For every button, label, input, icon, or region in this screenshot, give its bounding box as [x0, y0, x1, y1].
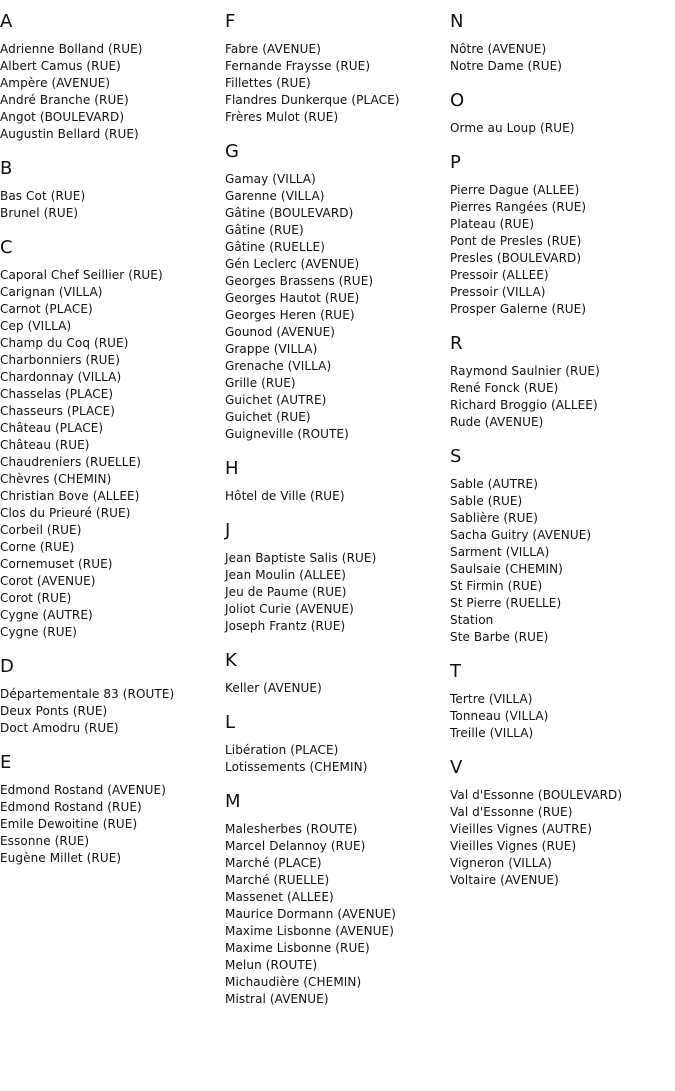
street-entry: Prosper Galerne (RUE)	[450, 302, 587, 316]
street-entry: Maurice Dormann (AVENUE)	[225, 907, 397, 921]
street-entry: Mistral (AVENUE)	[225, 992, 329, 1006]
street-entry: Emile Dewoitine (RUE)	[0, 817, 138, 831]
letter-section	[450, 90, 672, 152]
street-entry: St Firmin (RUE)	[450, 579, 543, 593]
letter-section	[0, 11, 222, 158]
street-entry: Tertre (VILLA)	[450, 692, 533, 706]
street-entry: Marché (RUELLE)	[225, 873, 330, 887]
street-entry: Vigneron (VILLA)	[450, 856, 552, 870]
street-list	[450, 363, 672, 431]
street-entry: Jeu de Paume (RUE)	[225, 585, 347, 599]
street-entry: Eugène Millet (RUE)	[0, 851, 122, 865]
street-entry: Val d'Essonne (RUE)	[450, 805, 573, 819]
street-entry: Gâtine (RUE)	[225, 223, 304, 237]
street-list	[225, 742, 447, 776]
street-entry: Pierre Dague (ALLEE)	[450, 183, 580, 197]
section-spacer	[225, 776, 447, 791]
section-spacer	[0, 222, 222, 237]
street-entry: Grappe (VILLA)	[225, 342, 318, 356]
letter-heading: D	[0, 656, 14, 677]
section-spacer	[0, 143, 222, 158]
letter-section	[225, 791, 447, 1008]
letter-heading: B	[0, 158, 13, 179]
street-list	[450, 476, 672, 646]
street-entry: Sable (AUTRE)	[450, 477, 539, 491]
street-entry: Grenache (VILLA)	[225, 359, 332, 373]
street-entry: Fernande Fraysse (RUE)	[225, 59, 371, 73]
street-entry: Station	[450, 613, 494, 627]
letter-section	[450, 661, 672, 757]
street-entry: Ste Barbe (RUE)	[450, 630, 549, 644]
street-list	[225, 680, 447, 697]
letter-heading: E	[0, 752, 12, 773]
street-entry: Val d'Essonne (BOULEVARD)	[450, 788, 623, 802]
street-entry: Richard Broggio (ALLEE)	[450, 398, 598, 412]
street-list	[450, 182, 672, 318]
street-entry: Gâtine (BOULEVARD)	[225, 206, 354, 220]
street-entry: Lotissements (CHEMIN)	[225, 760, 368, 774]
street-entry: Champ du Coq (RUE)	[0, 336, 129, 350]
section-spacer	[225, 443, 447, 458]
street-entry: Gâtine (RUELLE)	[225, 240, 326, 254]
street-entry: Chèvres (CHEMIN)	[0, 472, 112, 486]
street-entry: Augustin Bellard (RUE)	[0, 127, 139, 141]
street-entry: Départementale 83 (ROUTE)	[0, 687, 175, 701]
street-entry: Chardonnay (VILLA)	[0, 370, 122, 384]
street-list	[450, 41, 672, 75]
section-spacer	[0, 641, 222, 656]
section-spacer	[225, 635, 447, 650]
street-entry: Christian Bove (ALLEE)	[0, 489, 140, 503]
letter-section	[0, 158, 222, 237]
street-entry: Malesherbes (ROUTE)	[225, 822, 358, 836]
street-entry: Georges Heren (RUE)	[225, 308, 355, 322]
street-entry: Gén Leclerc (AVENUE)	[225, 257, 360, 271]
street-entry: Treille (VILLA)	[450, 726, 534, 740]
letter-heading: V	[450, 757, 463, 778]
street-list	[0, 686, 222, 737]
street-entry: Angot (BOULEVARD)	[0, 110, 125, 124]
section-spacer	[450, 742, 672, 757]
street-entry: Tonneau (VILLA)	[450, 709, 549, 723]
street-entry: Presles (BOULEVARD)	[450, 251, 582, 265]
street-entry: Cep (VILLA)	[0, 319, 72, 333]
street-entry: Sablière (RUE)	[450, 511, 538, 525]
street-entry: Doct Amodru (RUE)	[0, 721, 119, 735]
street-entry: Fillettes (RUE)	[225, 76, 311, 90]
letter-section	[225, 141, 447, 458]
letter-heading: N	[450, 11, 464, 32]
street-entry: Georges Brassens (RUE)	[225, 274, 374, 288]
street-entry: Melun (ROUTE)	[225, 958, 318, 972]
street-entry: Rude (AVENUE)	[450, 415, 544, 429]
letter-heading: K	[225, 650, 237, 671]
section-spacer	[450, 318, 672, 333]
street-entry: Hôtel de Ville (RUE)	[225, 489, 345, 503]
street-entry: Château (RUE)	[0, 438, 90, 452]
street-entry: Flandres Dunkerque (PLACE)	[225, 93, 400, 107]
section-spacer	[225, 505, 447, 520]
street-entry: Raymond Saulnier (RUE)	[450, 364, 600, 378]
street-entry: René Fonck (RUE)	[450, 381, 559, 395]
street-entry: Caporal Chef Seillier (RUE)	[0, 268, 163, 282]
letter-section	[450, 757, 672, 889]
street-entry: André Branche (RUE)	[0, 93, 129, 107]
section-spacer	[225, 126, 447, 141]
street-entry: Carignan (VILLA)	[0, 285, 103, 299]
street-entry: Deux Ponts (RUE)	[0, 704, 108, 718]
letter-heading: P	[450, 152, 461, 173]
street-entry: Pressoir (VILLA)	[450, 285, 546, 299]
letter-section	[225, 458, 447, 520]
letter-section	[450, 152, 672, 333]
street-entry: Edmond Rostand (RUE)	[0, 800, 142, 814]
street-list	[450, 120, 672, 137]
street-entry: Vieilles Vignes (RUE)	[450, 839, 577, 853]
street-list	[450, 787, 672, 889]
letter-section	[225, 712, 447, 791]
letter-section	[225, 650, 447, 712]
street-entry: Chasseurs (PLACE)	[0, 404, 116, 418]
street-entry: Michaudière (CHEMIN)	[225, 975, 362, 989]
street-entry: Frères Mulot (RUE)	[225, 110, 339, 124]
index-column-3	[450, 11, 672, 889]
street-list	[225, 488, 447, 505]
section-spacer	[450, 75, 672, 90]
street-entry: Orme au Loup (RUE)	[450, 121, 575, 135]
street-list	[225, 821, 447, 1008]
street-entry: Massenet (ALLEE)	[225, 890, 334, 904]
street-list	[225, 41, 447, 126]
street-list	[450, 691, 672, 742]
street-entry: Bas Cot (RUE)	[0, 189, 86, 203]
street-entry: Jean Baptiste Salis (RUE)	[225, 551, 377, 565]
street-entry: Corbeil (RUE)	[0, 523, 82, 537]
street-entry: Sable (RUE)	[450, 494, 523, 508]
street-entry: Plateau (RUE)	[450, 217, 535, 231]
letter-heading: A	[0, 11, 13, 32]
street-entry: Cygne (AUTRE)	[0, 608, 93, 622]
street-list	[0, 267, 222, 641]
street-list	[0, 782, 222, 867]
street-entry: Brunel (RUE)	[0, 206, 79, 220]
section-spacer	[450, 137, 672, 152]
letter-heading: G	[225, 141, 239, 162]
street-entry: Grille (RUE)	[225, 376, 296, 390]
street-entry: Joseph Frantz (RUE)	[225, 619, 346, 633]
street-entry: Pressoir (ALLEE)	[450, 268, 549, 282]
street-entry: Corot (RUE)	[0, 591, 72, 605]
street-entry: St Pierre (RUELLE)	[450, 596, 562, 610]
street-entry: Essonne (RUE)	[0, 834, 90, 848]
street-entry: Pont de Presles (RUE)	[450, 234, 582, 248]
letter-section	[0, 656, 222, 752]
street-entry: Marché (PLACE)	[225, 856, 322, 870]
street-entry: Albert Camus (RUE)	[0, 59, 121, 73]
index-column-2	[225, 11, 447, 1008]
letter-heading: H	[225, 458, 239, 479]
street-entry: Sacha Guitry (AVENUE)	[450, 528, 592, 542]
street-entry: Georges Hautot (RUE)	[225, 291, 360, 305]
letter-section	[225, 11, 447, 141]
street-entry: Edmond Rostand (AVENUE)	[0, 783, 166, 797]
street-entry: Corot (AVENUE)	[0, 574, 96, 588]
letter-heading: J	[225, 520, 231, 541]
letter-heading: S	[450, 446, 462, 467]
street-entry: Vieilles Vignes (AUTRE)	[450, 822, 592, 836]
section-spacer	[0, 737, 222, 752]
street-entry: Adrienne Bolland (RUE)	[0, 42, 143, 56]
letter-heading: O	[450, 90, 465, 111]
letter-heading: R	[450, 333, 463, 354]
letter-section	[225, 520, 447, 650]
street-entry: Gounod (AVENUE)	[225, 325, 336, 339]
street-entry: Nôtre (AVENUE)	[450, 42, 547, 56]
letter-section	[0, 752, 222, 867]
street-entry: Sarment (VILLA)	[450, 545, 550, 559]
street-entry: Cornemuset (RUE)	[0, 557, 113, 571]
letter-heading: F	[225, 11, 236, 32]
street-entry: Keller (AVENUE)	[225, 681, 322, 695]
street-entry: Joliot Curie (AVENUE)	[225, 602, 354, 616]
street-entry: Ampère (AVENUE)	[0, 76, 111, 90]
street-entry: Libération (PLACE)	[225, 743, 339, 757]
street-entry: Garenne (VILLA)	[225, 189, 325, 203]
letter-section	[450, 333, 672, 446]
section-spacer	[450, 646, 672, 661]
letter-heading: C	[0, 237, 13, 258]
street-entry: Guigneville (ROUTE)	[225, 427, 349, 441]
letter-section	[0, 237, 222, 656]
street-list	[225, 171, 447, 443]
letter-heading: L	[225, 712, 236, 733]
street-entry: Maxime Lisbonne (RUE)	[225, 941, 370, 955]
street-entry: Maxime Lisbonne (AVENUE)	[225, 924, 395, 938]
street-entry: Chasselas (PLACE)	[0, 387, 114, 401]
section-spacer	[225, 697, 447, 712]
section-spacer	[450, 431, 672, 446]
street-list	[0, 41, 222, 143]
street-entry: Marcel Delannoy (RUE)	[225, 839, 366, 853]
street-entry: Corne (RUE)	[0, 540, 75, 554]
letter-section	[450, 11, 672, 90]
letter-heading: M	[225, 791, 241, 812]
street-entry: Guichet (RUE)	[225, 410, 311, 424]
letter-section	[450, 446, 672, 661]
street-entry: Notre Dame (RUE)	[450, 59, 563, 73]
street-entry: Charbonniers (RUE)	[0, 353, 121, 367]
street-entry: Chaudreniers (RUELLE)	[0, 455, 142, 469]
street-entry: Jean Moulin (ALLEE)	[225, 568, 347, 582]
street-entry: Saulsaie (CHEMIN)	[450, 562, 563, 576]
street-entry: Guichet (AUTRE)	[225, 393, 327, 407]
street-entry: Cygne (RUE)	[0, 625, 78, 639]
street-list	[0, 188, 222, 222]
street-entry: Voltaire (AVENUE)	[450, 873, 559, 887]
street-entry: Pierres Rangées (RUE)	[450, 200, 587, 214]
street-entry: Gamay (VILLA)	[225, 172, 316, 186]
index-column-1	[0, 11, 222, 867]
street-entry: Clos du Prieuré (RUE)	[0, 506, 131, 520]
street-entry: Château (PLACE)	[0, 421, 104, 435]
letter-heading: T	[450, 661, 461, 682]
street-entry: Fabre (AVENUE)	[225, 42, 321, 56]
street-list	[225, 550, 447, 635]
street-entry: Carnot (PLACE)	[0, 302, 93, 316]
